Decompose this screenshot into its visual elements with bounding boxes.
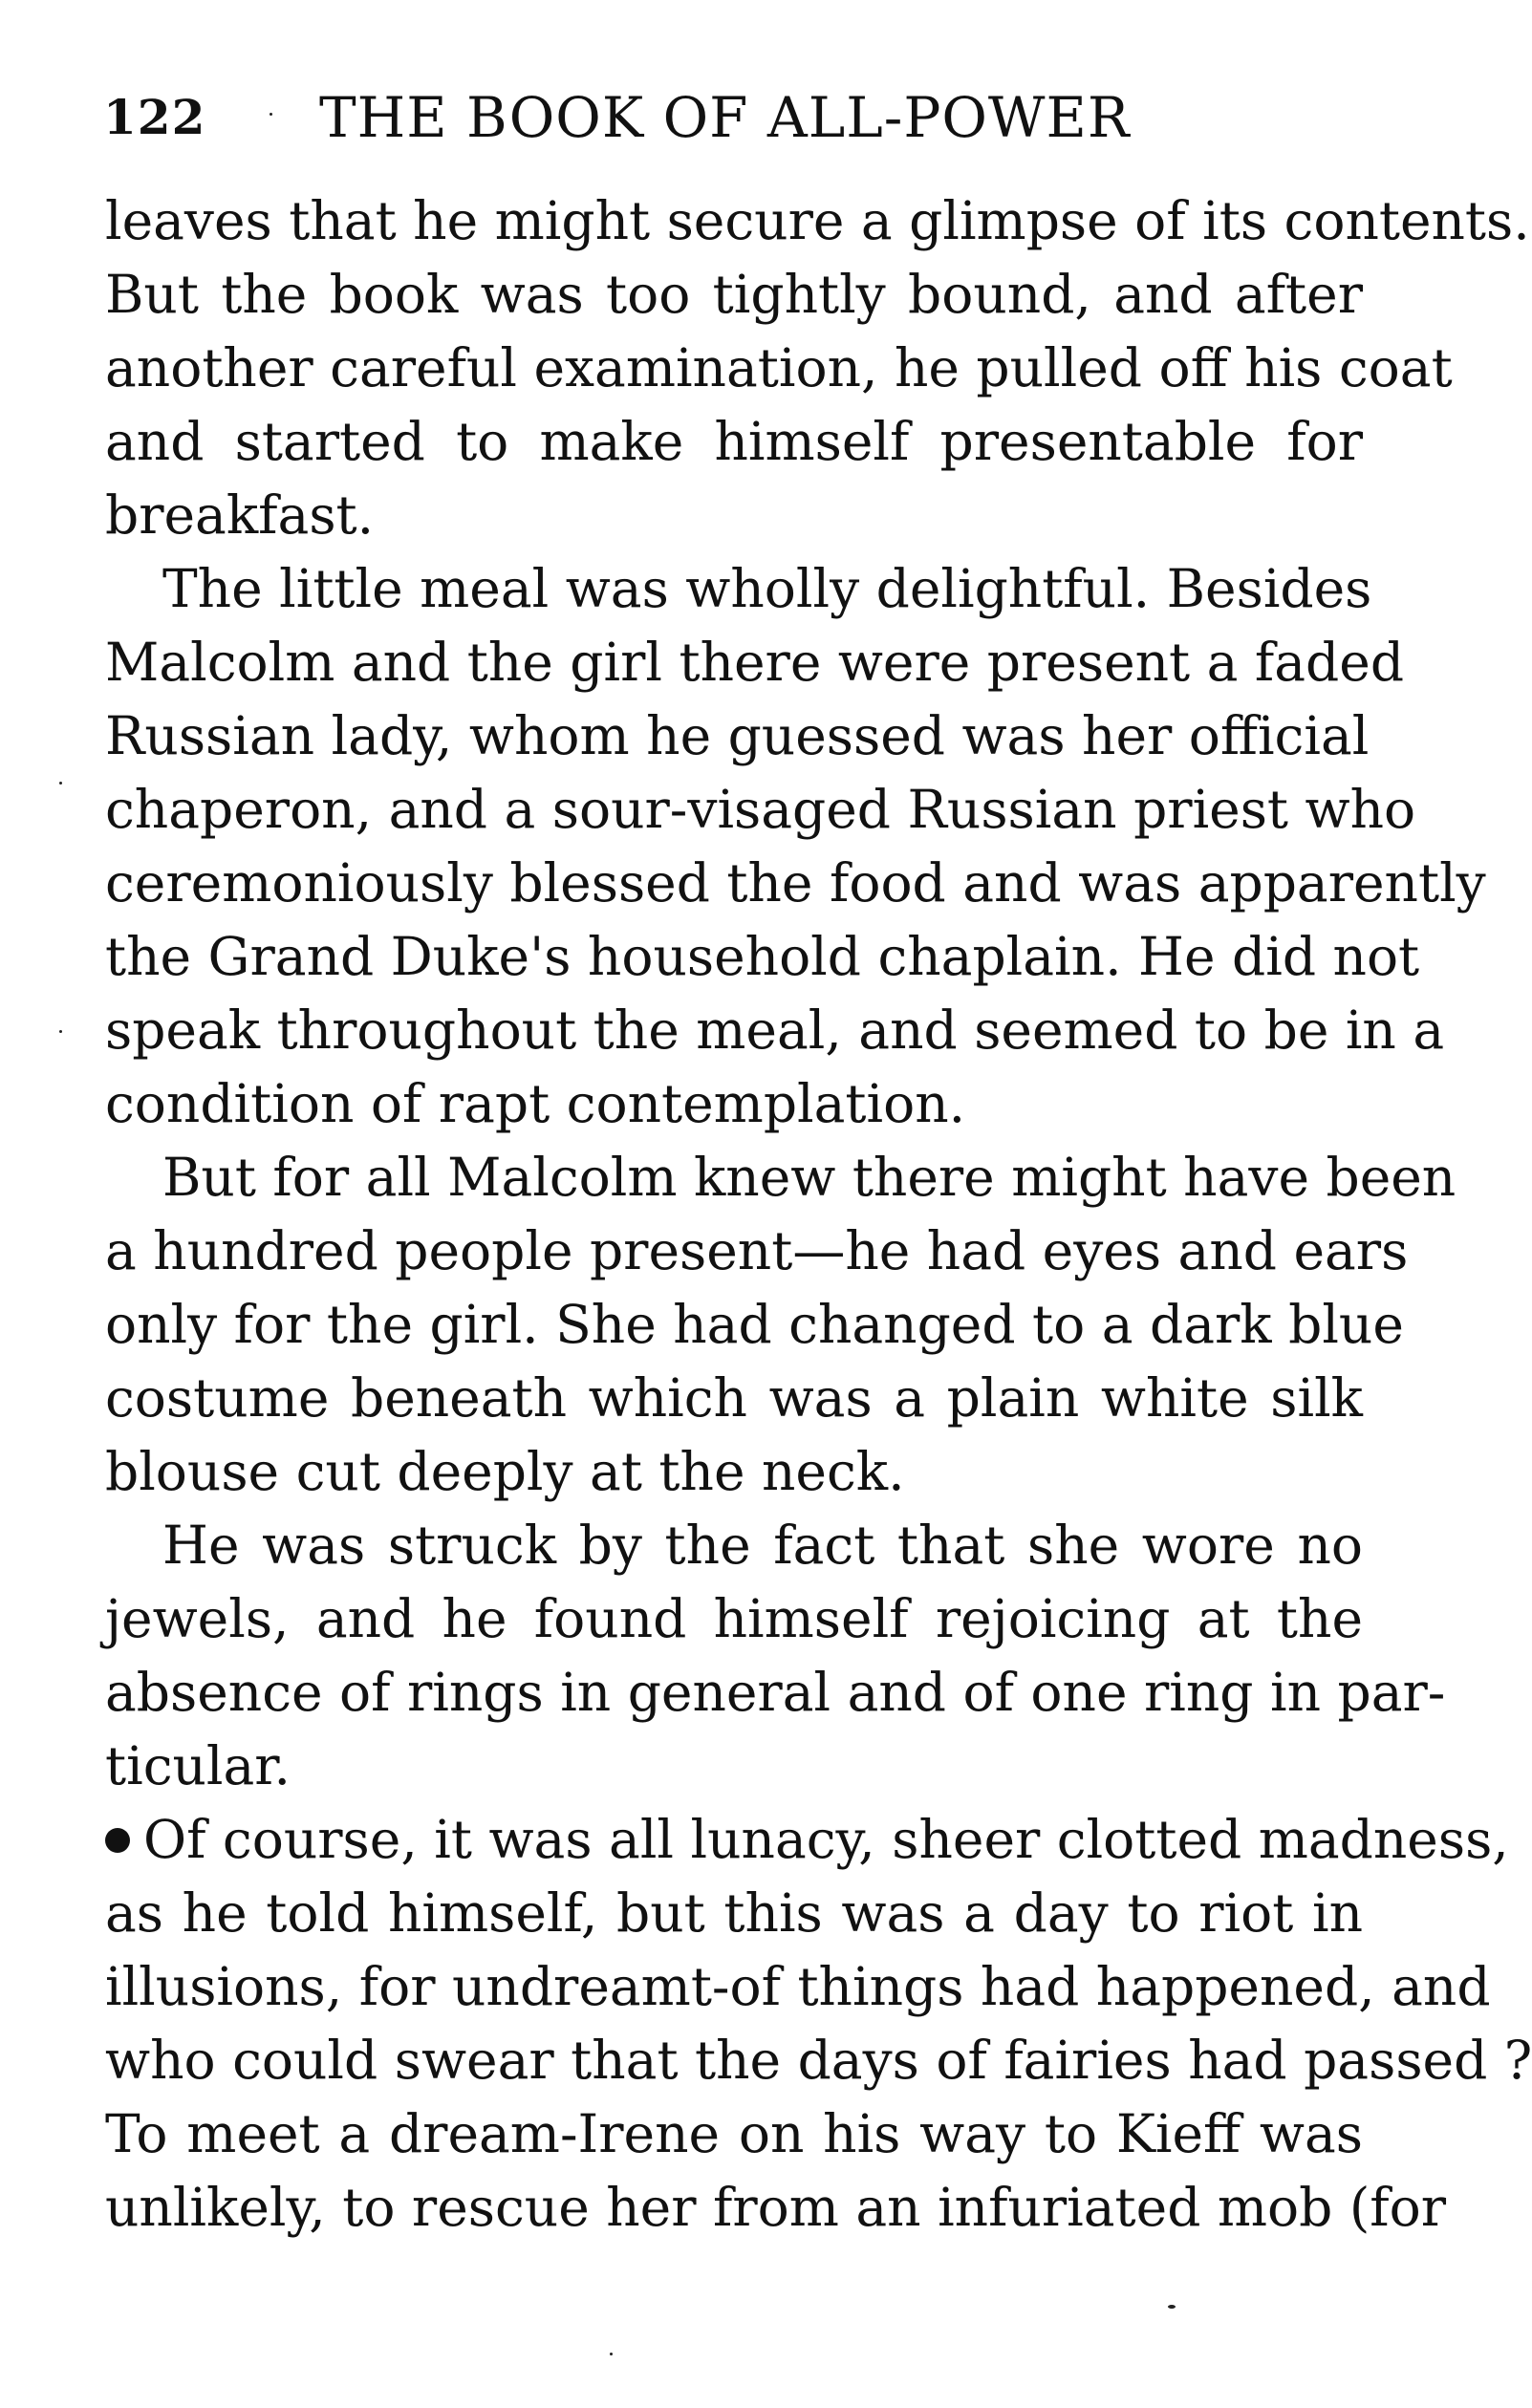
text-line: Russian lady, whom he guessed was her official	[105, 705, 1370, 766]
paragraph	[105, 1803, 1532, 2245]
scan-speck	[270, 113, 272, 116]
text-line: another careful examination, he pulled off his coat	[105, 337, 1453, 398]
text-line: a hundred people present—he had eyes and ears	[105, 1220, 1409, 1281]
scan-speck	[59, 782, 62, 785]
text-line: unlikely, to rescue her from an infuriated mob (for	[105, 2177, 1447, 2238]
scan-speck	[610, 2353, 613, 2355]
text-line: as he told himself, but this was a day to riot in	[105, 1882, 1363, 1944]
paragraph	[105, 552, 1486, 1141]
body-text	[105, 184, 1532, 2245]
text-line: and started to make himself presentable for	[105, 411, 1363, 472]
text-line: Malcolm and the girl there were present a faded	[105, 632, 1405, 693]
paragraph-ornament-icon	[105, 1828, 130, 1853]
text-line: who could swear that the days of fairies had passed ?	[105, 2030, 1532, 2091]
text-line: breakfast.	[105, 484, 375, 546]
text-line: leaves that he might secure a glimpse of its contents.	[105, 190, 1530, 251]
text-line: chaperon, and a sour-visaged Russian priest who	[105, 779, 1416, 840]
text-line: But the book was too tightly bound, and after	[105, 264, 1363, 325]
text-line	[105, 1803, 1509, 1877]
page-number: 122	[103, 89, 206, 145]
text-line: ceremoniously blessed the food and was apparently	[105, 852, 1486, 914]
paragraph	[105, 1141, 1456, 1509]
scan-speck	[59, 1030, 62, 1033]
text-line: absence of rings in general and of one ring in par-	[105, 1662, 1446, 1723]
text-line: blouse cut deeply at the neck.	[105, 1441, 905, 1502]
text-line: the Grand Duke's household chaplain. He did not	[105, 926, 1420, 987]
text-line: jewels, and he found himself rejoicing at the	[105, 1588, 1363, 1649]
text-line: only for the girl. She had changed to a dark blue	[105, 1294, 1404, 1355]
scan-speck	[1168, 2305, 1176, 2309]
paragraph	[105, 1509, 1446, 1803]
text-line: speak throughout the meal, and seemed to be in a	[105, 1000, 1445, 1061]
text-line: To meet a dream-Irene on his way to Kieff was	[105, 2103, 1363, 2164]
text-line: He was struck by the fact that she wore no	[162, 1515, 1363, 1576]
text-line: The little meal was wholly delightful. Besides	[162, 558, 1372, 619]
paragraph	[105, 184, 1530, 552]
text-line: ticular.	[105, 1735, 291, 1796]
text-line-content: Of course, it was all lunacy, sheer clotted madness,	[143, 1809, 1509, 1870]
running-title: THE BOOK OF ALL-POWER	[319, 85, 1131, 150]
text-line: costume beneath which was a plain white silk	[105, 1367, 1363, 1429]
page-header	[0, 75, 1465, 161]
text-line: illusions, for undreamt-of things had happened, and	[105, 1956, 1491, 2017]
text-line: But for all Malcolm knew there might have been	[162, 1147, 1456, 1208]
text-line: condition of rapt contemplation.	[105, 1073, 966, 1134]
